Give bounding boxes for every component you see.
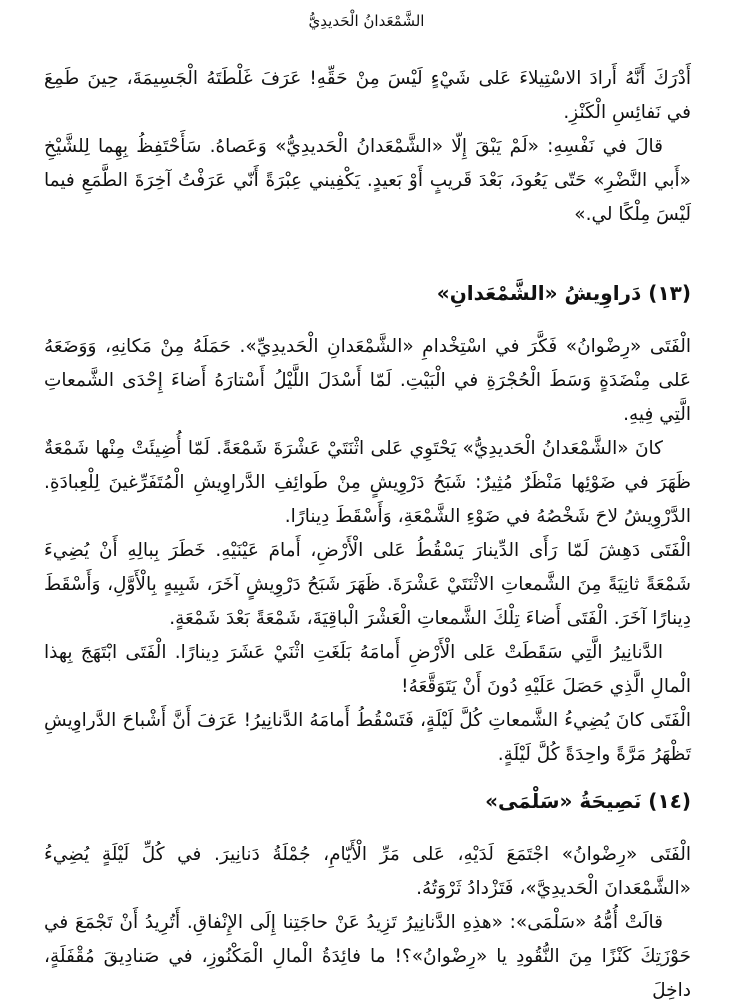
section-heading-13: (١٣) دَراوِيشُ «الشَّمْعَدانِ»: [436, 281, 691, 305]
paragraph: الدَّنانِيرُ الَّتِي سَقَطَتْ عَلى الْأَرْضِ أَمامَهُ بَلَغَتِ اثْنَيْ عَشَرَ دِينارًا. الْفَتَى ابْتَهَجَ بِهذا الْمالِ الَّذِي حَصَلَ عَلَيْهِ دُونَ أَنْ يَتَوَقَّعَهُ!: [44, 642, 691, 697]
paragraph: قالَتْ أُمُّهُ «سَلْمَى»: «هذِهِ الدَّنانِيرُ تَزِيدُ عَنْ حاجَتِنا إِلَى الإِنْفاقِ. أَتُرِيدُ أَنْ تَجْمَعَ في حَوْزَتِكَ كَنْزًا مِنَ النُّقُودِ يا «رِضْوانُ»؟! ما فائِدَةُ الْمالِ الْمَكْنُوزِ، في صَنادِيقَ مُقْفَلَةٍ، داخِلَ: [44, 912, 691, 1000]
paragraph: الْفَتَى كانَ يُضِيءُ الشَّمعاتِ كُلَّ لَيْلَةٍ، فَتَسْقُطُ أَمامَهُ الدَّنانِيرُ! عَرَفَ أَنَّ أَشْباحَ الدَّراوِيشِ تَظْهَرُ مَرَّةً واحِدَةً كُلَّ لَيْلَةٍ.: [44, 710, 691, 765]
paragraph: كانَ «الشَّمْعَدانُ الْحَديدِيُّ» يَحْتَوِي عَلى اثْنَتَيْ عَشْرَةَ شَمْعَةً. لَمّا أُضِيئَتْ مِنْها شَمْعَةٌ ظَهَرَ في ضَوْئِها مَنْظَرٌ مُثِيرٌ: شَبَحُ دَرْوِيشٍ مِنْ طَوائِفِ الدَّراوِيشِ الْمُتَفَرِّغينَ لِلْعِبادَةِ. الدَّرْوِيشُ لاحَ شَخْصُهُ في ضَوْءِ الشَّمْعَةِ، وَأَسْقَطَ دِينارًا.: [44, 438, 691, 527]
intro-text: [44, 62, 691, 232]
section-14-text: [44, 838, 691, 1000]
paragraph: أَدْرَكَ أَنَّهُ أَرادَ الاسْتِيلاءَ عَلى شَيْءٍ لَيْسَ مِنْ حَقِّهِ! عَرَفَ غَلْطَتَهُ الْجَسِيمَةَ، حِينَ طَمِعَ في نَفائِسِ الْكَنْزِ.: [44, 68, 691, 123]
section-13-text: [44, 330, 691, 772]
paragraph: الْفَتَى دَهِشَ لَمّا رَأَى الدِّينارَ يَسْقُطُ عَلى الْأَرْضِ، أَمامَ عَيْنَيْهِ. خَطَرَ بِبالِهِ أَنْ يُضِيءَ شَمْعَةً ثانِيَةً مِنَ الشَّمعاتِ الاثْنَتَيْ عَشْرَةَ. ظَهَرَ شَبَحُ دَرْوِيشٍ آخَرَ، شَبِيهٍ بِالْأَوَّلِ، وَأَسْقَطَ دِينارًا آخَرَ. الْفَتَى أَضاءَ تِلْكَ الشَّمعاتِ الْعَشْرَ الْباقِيَةَ، شَمْعَةً بَعْدَ شَمْعَةٍ.: [44, 540, 691, 629]
paragraph: الْفَتَى «رِضْوانُ» اجْتَمَعَ لَدَيْهِ، عَلى مَرِّ الْأَيّامِ، جُمْلَةُ دَنانِيرَ. في كُلِّ لَيْلَةٍ يُضِيءُ «الشَّمْعَدانَ الْحَديدِيَّ»، فَتَزْدادُ ثَرْوَتُهُ.: [44, 844, 691, 899]
paragraph: الْفَتَى «رِضْوانُ» فَكَّرَ في اسْتِخْدامِ «الشَّمْعَدانِ الْحَديدِيِّ». حَمَلَهُ مِنْ مَكانِهِ، وَوَضَعَهُ عَلى مِنْضَدَةٍ وَسَطَ الْحُجْرَةِ في الْبَيْتِ. لَمّا أَسْدَلَ اللَّيْلُ أَسْتارَهُ أَضاءَ إِحْدَى الشَّمعاتِ الَّتِي فِيهِ.: [44, 336, 691, 425]
section-heading-14: (١٤) نَصِيحَةُ «سَلْمَى»: [485, 789, 691, 813]
paragraph: قالَ في نَفْسِهِ: «لَمْ يَبْقَ إِلّا «الشَّمْعَدانُ الْحَديدِيُّ» وَعَصاهُ. سَأَحْتَفِظُ بِهِما لِلشَّيْخِ «أَبي النَّضْرِ» حَتّى يَعُودَ، بَعْدَ قَريبٍ أَوْ بَعيدٍ. يَكْفِيني عِبْرَةً أَنّي عَرَفْتُ آخِرَةَ الطَّمَعِ فيما لَيْسَ مِلْكًا لي.»: [44, 136, 691, 225]
running-header: الشَّمْعَدانُ الْحَديدِيُّ: [308, 12, 425, 30]
